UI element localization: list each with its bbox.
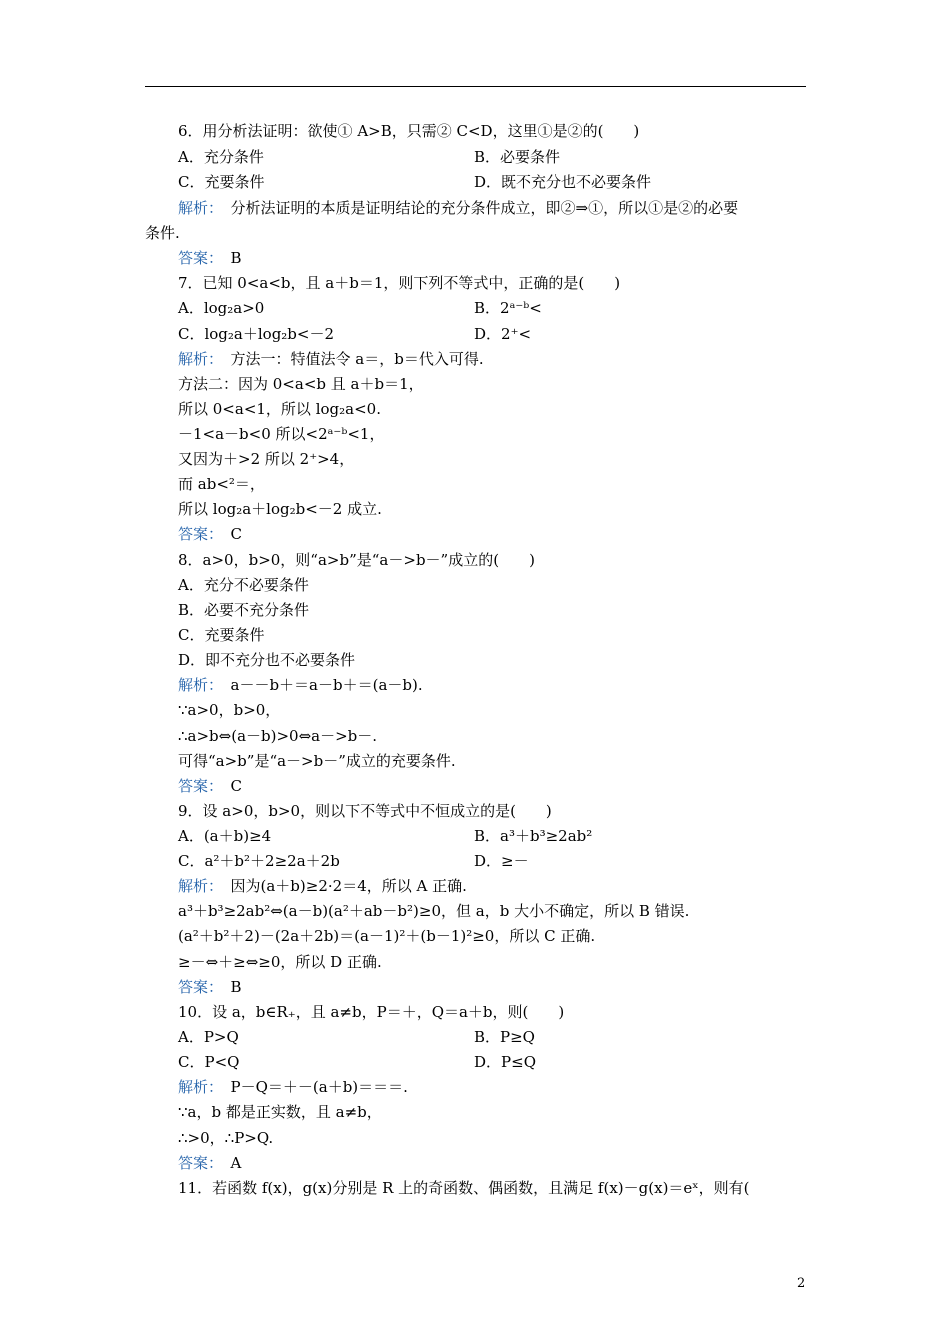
page-number: 2 xyxy=(797,1276,806,1291)
line-text: D．即不充分也不必要条件 xyxy=(178,651,356,669)
line-text: ∴a>b⇔(a－b)>0⇔a－>b－. xyxy=(178,727,378,745)
text-line xyxy=(178,726,377,746)
text-line xyxy=(178,449,354,469)
text-line xyxy=(178,851,340,871)
line-text: ∵a>0，b>0， xyxy=(178,701,281,719)
line-text: 10．设 a，b∈R₊，且 a≠b，P＝＋，Q＝a＋b，则( ) xyxy=(178,1003,565,1021)
line-label: 解析： xyxy=(178,1078,216,1096)
text-line xyxy=(178,1128,273,1148)
line-label: 答案： xyxy=(178,777,216,795)
line-text: ∴>0，∴P>Q. xyxy=(178,1129,274,1147)
line-text: D．P≤Q xyxy=(474,1053,536,1071)
text-line xyxy=(178,801,552,821)
text-line xyxy=(178,550,535,570)
text-line xyxy=(474,298,542,318)
text-line xyxy=(474,172,651,192)
line-text: 可得“a>b”是“a－>b－”成立的充要条件. xyxy=(178,752,456,770)
answer-line xyxy=(178,248,242,268)
text-line xyxy=(178,273,620,293)
header-rule xyxy=(145,86,806,87)
line-text: A．充分不必要条件 xyxy=(178,576,309,594)
line-text: D．既不充分也不必要条件 xyxy=(474,173,652,191)
line-text: 8．a>0，b>0，则“a>b”是“a－>b－”成立的( ) xyxy=(178,551,535,569)
line-text: 9．设 a>0，b>0，则以下不等式中不恒成立的是( ) xyxy=(178,802,552,820)
line-text: C．log₂a＋log₂b<－2 xyxy=(178,325,335,343)
text-line xyxy=(178,474,265,494)
line-text: (a²＋b²＋2)－(2a＋2b)＝(a－1)²＋(b－1)²≥0，所以 C 正确. xyxy=(178,927,596,945)
line-text: P－Q＝＋－(a＋b)＝＝＝. xyxy=(215,1078,408,1096)
answer-line xyxy=(178,776,242,796)
line-text: B xyxy=(215,249,242,267)
line-text: 条件. xyxy=(145,224,180,242)
line-text: 所以 log₂a＋log₂b<－2 成立. xyxy=(178,500,382,518)
line-text: A．log₂a>0 xyxy=(178,299,265,317)
line-text: 6．用分析法证明：欲使① A>B，只需② C<D，这里①是②的( ) xyxy=(178,122,640,140)
answer-line xyxy=(178,349,484,369)
line-text: B．a³＋b³≥2ab² xyxy=(474,827,593,845)
answer-line xyxy=(178,1153,241,1173)
line-text: D．2⁺< xyxy=(474,325,532,343)
answer-line xyxy=(178,1077,408,1097)
text-line xyxy=(178,650,355,670)
text-line xyxy=(178,575,309,595)
text-line xyxy=(178,499,382,519)
answer-line xyxy=(178,198,738,218)
line-text: B xyxy=(215,978,242,996)
text-line xyxy=(178,901,689,921)
text-line xyxy=(178,172,264,192)
line-text: 方法一：特值法令 a＝，b＝代入可得. xyxy=(215,350,484,368)
line-text: 方法二：因为 0<a<b 且 a＋b＝1， xyxy=(178,375,424,393)
line-text: 又因为＋>2 所以 2⁺>4， xyxy=(178,450,355,468)
line-label: 答案： xyxy=(178,978,216,996)
answer-line xyxy=(178,977,242,997)
text-line xyxy=(178,826,271,846)
line-text: 11．若函数 f(x)，g(x)分别是 R 上的奇函数、偶函数，且满足 f(x)－g(x)＝eˣ，则有( xyxy=(178,1179,750,1197)
text-line xyxy=(474,147,560,167)
line-text: ≥－⇔＋≥⇔≥0，所以 D 正确. xyxy=(178,953,382,971)
text-line xyxy=(474,1052,536,1072)
answer-line xyxy=(178,876,467,896)
answer-line xyxy=(178,675,423,695)
text-line xyxy=(178,751,456,771)
line-text: －1<a－b<0 所以<2ᵃ⁻ᵇ<1， xyxy=(178,425,385,443)
line-text: C．a²＋b²＋2≥2a＋2b xyxy=(178,852,340,870)
text-line xyxy=(474,324,531,344)
text-line xyxy=(178,121,639,141)
line-text: 分析法证明的本质是证明结论的充分条件成立，即②⇒①，所以①是②的必要 xyxy=(215,199,739,217)
line-text: A．P>Q xyxy=(178,1028,239,1046)
line-text: A．(a＋b)≥4 xyxy=(178,827,272,845)
text-line xyxy=(178,700,280,720)
text-line xyxy=(145,223,180,243)
text-line xyxy=(178,324,334,344)
text-line xyxy=(178,374,424,394)
text-line xyxy=(178,424,384,444)
line-label: 解析： xyxy=(178,877,216,895)
text-line xyxy=(178,1002,564,1022)
line-text: C xyxy=(215,525,242,543)
line-text: B．P≥Q xyxy=(474,1028,535,1046)
text-line xyxy=(178,926,595,946)
text-line xyxy=(178,600,309,620)
text-line xyxy=(178,1027,239,1047)
line-text: D．≥－ xyxy=(474,852,529,870)
line-text: B．必要条件 xyxy=(474,148,561,166)
text-line xyxy=(178,399,381,419)
line-label: 解析： xyxy=(178,676,216,694)
line-text: a³＋b³≥2ab²⇔(a－b)(a²＋ab－b²)≥0，但 a，b 大小不确定，所以 B 错误. xyxy=(178,902,690,920)
line-text: 所以 0<a<1，所以 log₂a<0. xyxy=(178,400,381,418)
text-line xyxy=(178,952,382,972)
text-line xyxy=(178,1178,750,1198)
answer-line xyxy=(178,524,242,544)
line-text: 而 ab<²＝， xyxy=(178,475,265,493)
line-label: 解析： xyxy=(178,199,216,217)
line-text: 7．已知 0<a<b，且 a＋b＝1，则下列不等式中，正确的是( ) xyxy=(178,274,621,292)
line-text: C xyxy=(215,777,242,795)
line-text: C．充要条件 xyxy=(178,173,265,191)
text-line xyxy=(474,851,529,871)
text-line xyxy=(178,1052,239,1072)
line-text: a－－b＋＝a－b＋＝(a－b). xyxy=(215,676,423,694)
line-text: ∵a，b 都是正实数，且 a≠b， xyxy=(178,1103,382,1121)
line-label: 答案： xyxy=(178,249,216,267)
text-line xyxy=(178,1102,382,1122)
line-text: B．2ᵃ⁻ᵇ< xyxy=(474,299,542,317)
text-line xyxy=(474,826,592,846)
text-line xyxy=(178,298,264,318)
text-line xyxy=(178,625,264,645)
line-text: A．充分条件 xyxy=(178,148,264,166)
line-text: C．充要条件 xyxy=(178,626,265,644)
text-line xyxy=(178,147,264,167)
text-line xyxy=(474,1027,535,1047)
line-label: 答案： xyxy=(178,525,216,543)
line-text: C．P<Q xyxy=(178,1053,240,1071)
line-text: B．必要不充分条件 xyxy=(178,601,310,619)
line-label: 答案： xyxy=(178,1154,216,1172)
line-text: 因为(a＋b)≥2·2＝4，所以 A 正确. xyxy=(215,877,467,895)
line-label: 解析： xyxy=(178,350,216,368)
line-text: A xyxy=(215,1154,242,1172)
